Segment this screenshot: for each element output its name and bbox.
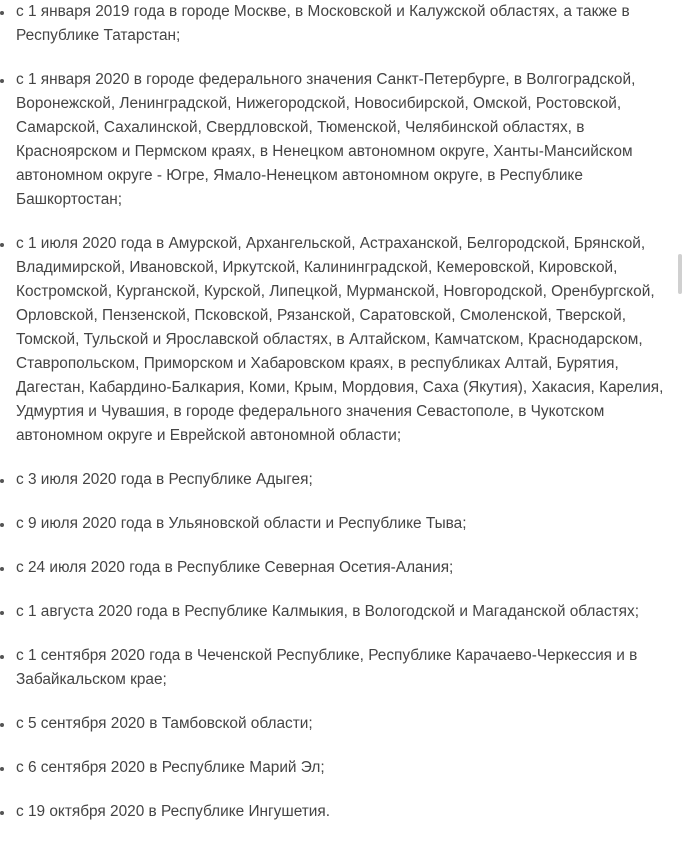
list-item bbox=[0, 0, 682, 48]
list-item-text-line: Воронежской, Ленинградской, Нижегородской, Новосибирской, Омской, Ростовской, bbox=[16, 95, 622, 112]
list-item bbox=[0, 556, 682, 580]
bullet-icon bbox=[0, 243, 4, 247]
bullet-icon bbox=[0, 611, 4, 615]
list-item-text-line: с 1 января 2020 в городе федерального значения Санкт-Петербурге, в Волгоградской, bbox=[16, 71, 636, 88]
list-item-text-line: Красноярском и Пермском краях, в Ненецком автономном округе, Ханты-Мансийском bbox=[16, 143, 633, 160]
list-item bbox=[0, 800, 682, 824]
list-item bbox=[0, 512, 682, 536]
list-item-text-line: Забайкальском крае; bbox=[16, 671, 167, 688]
list-item bbox=[0, 600, 682, 624]
list-item-text-line: Томской, Тульской и Ярославской областях, в Алтайском, Камчатском, Краснодарском, bbox=[16, 331, 643, 348]
bullet-icon bbox=[0, 811, 4, 815]
list-item-text-line: автономном округе - Югре, Ямало-Ненецком автономном округе, в Республике bbox=[16, 167, 583, 184]
bullet-icon bbox=[0, 567, 4, 571]
bullet-icon bbox=[0, 523, 4, 527]
list-item-text-line: Башкортостан; bbox=[16, 191, 123, 208]
bullet-icon bbox=[0, 11, 4, 15]
list-item-text-line: Удмуртия и Чувашия, в городе федерального значения Севастополе, в Чукотском bbox=[16, 403, 605, 420]
bullet-icon bbox=[0, 79, 4, 83]
list-item-text-line: с 6 сентября 2020 в Республике Марий Эл; bbox=[16, 759, 325, 776]
list-item bbox=[0, 468, 682, 492]
scrollbar-thumb[interactable] bbox=[678, 254, 682, 294]
list-item-text-line: с 1 августа 2020 года в Республике Калмыкия, в Вологодской и Магаданской областях; bbox=[16, 603, 639, 620]
list-item-text-line: с 5 сентября 2020 в Тамбовской области; bbox=[16, 715, 313, 732]
list-item bbox=[0, 232, 682, 448]
list-item-text-line: Республике Татарстан; bbox=[16, 27, 181, 44]
bullet-icon bbox=[0, 655, 4, 659]
list-item bbox=[0, 68, 682, 212]
bullet-icon bbox=[0, 723, 4, 727]
list-item-text-line: Самарской, Сахалинской, Свердловской, Тюменской, Челябинской областях, в bbox=[16, 119, 585, 136]
bullet-icon bbox=[0, 479, 4, 483]
list-item-text-line: с 24 июля 2020 года в Республике Северная Осетия-Алания; bbox=[16, 559, 454, 576]
list-item-text-line: автономном округе и Еврейской автономной области; bbox=[16, 427, 402, 444]
list-item-text-line: Дагестан, Кабардино-Балкария, Коми, Крым, Мордовия, Саха (Якутия), Хакасия, Карелия, bbox=[16, 379, 664, 396]
list-item bbox=[0, 644, 682, 692]
list-item-text-line: Ставропольском, Приморском и Хабаровском краях, в республиках Алтай, Бурятия, bbox=[16, 355, 619, 372]
list-item-text-line: Владимирской, Ивановской, Иркутской, Калининградской, Кемеровской, Кировской, bbox=[16, 259, 618, 276]
list-item-text-line: с 19 октября 2020 в Республике Ингушетия. bbox=[16, 803, 331, 820]
list-item-text-line: с 9 июля 2020 года в Ульяновской области и Республике Тыва; bbox=[16, 515, 467, 532]
list-item-text-line: с 1 января 2019 года в городе Москве, в Московской и Калужской областях, а также в bbox=[16, 3, 630, 20]
list-item-text-line: Орловской, Пензенской, Псковской, Рязанской, Саратовской, Смоленской, Тверской, bbox=[16, 307, 626, 324]
list-item-text-line: с 1 июля 2020 года в Амурской, Архангельской, Астраханской, Белгородской, Брянской, bbox=[16, 235, 646, 252]
list-item bbox=[0, 712, 682, 736]
list-item-text-line: Костромской, Курганской, Курской, Липецкой, Мурманской, Новгородской, Оренбургской, bbox=[16, 283, 655, 300]
list-item-text-line: с 3 июля 2020 года в Республике Адыгея; bbox=[16, 471, 313, 488]
list-item-text-line: с 1 сентября 2020 года в Чеченской Республике, Республике Карачаево-Черкессия и в bbox=[16, 647, 638, 664]
list-item bbox=[0, 756, 682, 780]
bullet-icon bbox=[0, 767, 4, 771]
